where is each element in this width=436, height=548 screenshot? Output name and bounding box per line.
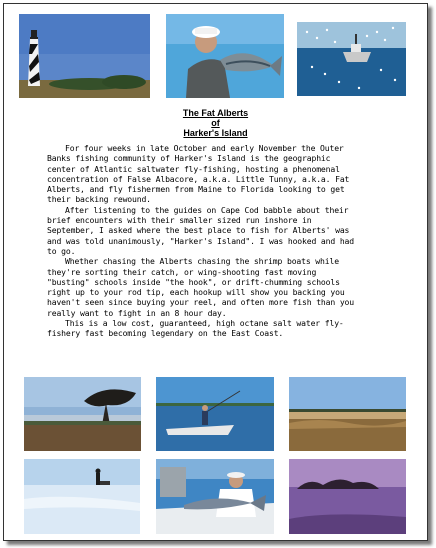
boat-with-seagulls-photo xyxy=(297,22,406,96)
title-line-1: The Fat Alberts xyxy=(182,108,249,118)
article-paragraph: Whether chasing the Alberts chasing the shrimp boats while they're sorting their catch, or wing-shooting fast moving "busting" schools inside "the hook", or drift-chumming schools right up to your rod tip, each hookup will show you backing you haven't seen since buying your reel, and often more fish than you really want to fight in an 8 hour day. xyxy=(47,256,354,318)
article-body xyxy=(47,143,359,339)
angler-with-fish-in-boat-photo xyxy=(156,459,274,534)
title-line-3: Harker's Island xyxy=(183,128,248,138)
title-line-2: of xyxy=(211,118,220,128)
angler-on-skiff-photo xyxy=(156,377,274,451)
article-paragraph: For four weeks in late October and early November the Outer Banks fishing community of Harker's Island is the geographic center of Atlantic saltwater fly-fishing, hosting a phenomenal concentration of False Albacore, a.k.a. Little Tunny, a.k.a. Fat Alberts, and fly fishermen from Maine to Florida looking to get their backing rewound. xyxy=(47,143,350,205)
document-page xyxy=(3,3,428,541)
marsh-at-sunset-photo xyxy=(289,377,406,451)
wader-on-bright-water-photo xyxy=(24,459,140,534)
lighthouse-photo xyxy=(19,14,150,98)
windswept-tree-shoreline-photo xyxy=(24,377,141,451)
article-paragraph: This is a low cost, guaranteed, high octane salt water fly-fishery fast becoming legendary on the East Coast. xyxy=(47,318,344,339)
angler-holding-albacore-photo xyxy=(166,14,284,98)
article-paragraph: After listening to the guides on Cape Cod babble about their brief encounters with their smaller sized run inshore in September, I asked where the best place to fish for Alberts' was and was told unanimously, "Harker's Island". I was hooked and had to go. xyxy=(47,204,354,256)
article-title xyxy=(4,108,427,138)
island-at-dusk-photo xyxy=(289,459,406,534)
